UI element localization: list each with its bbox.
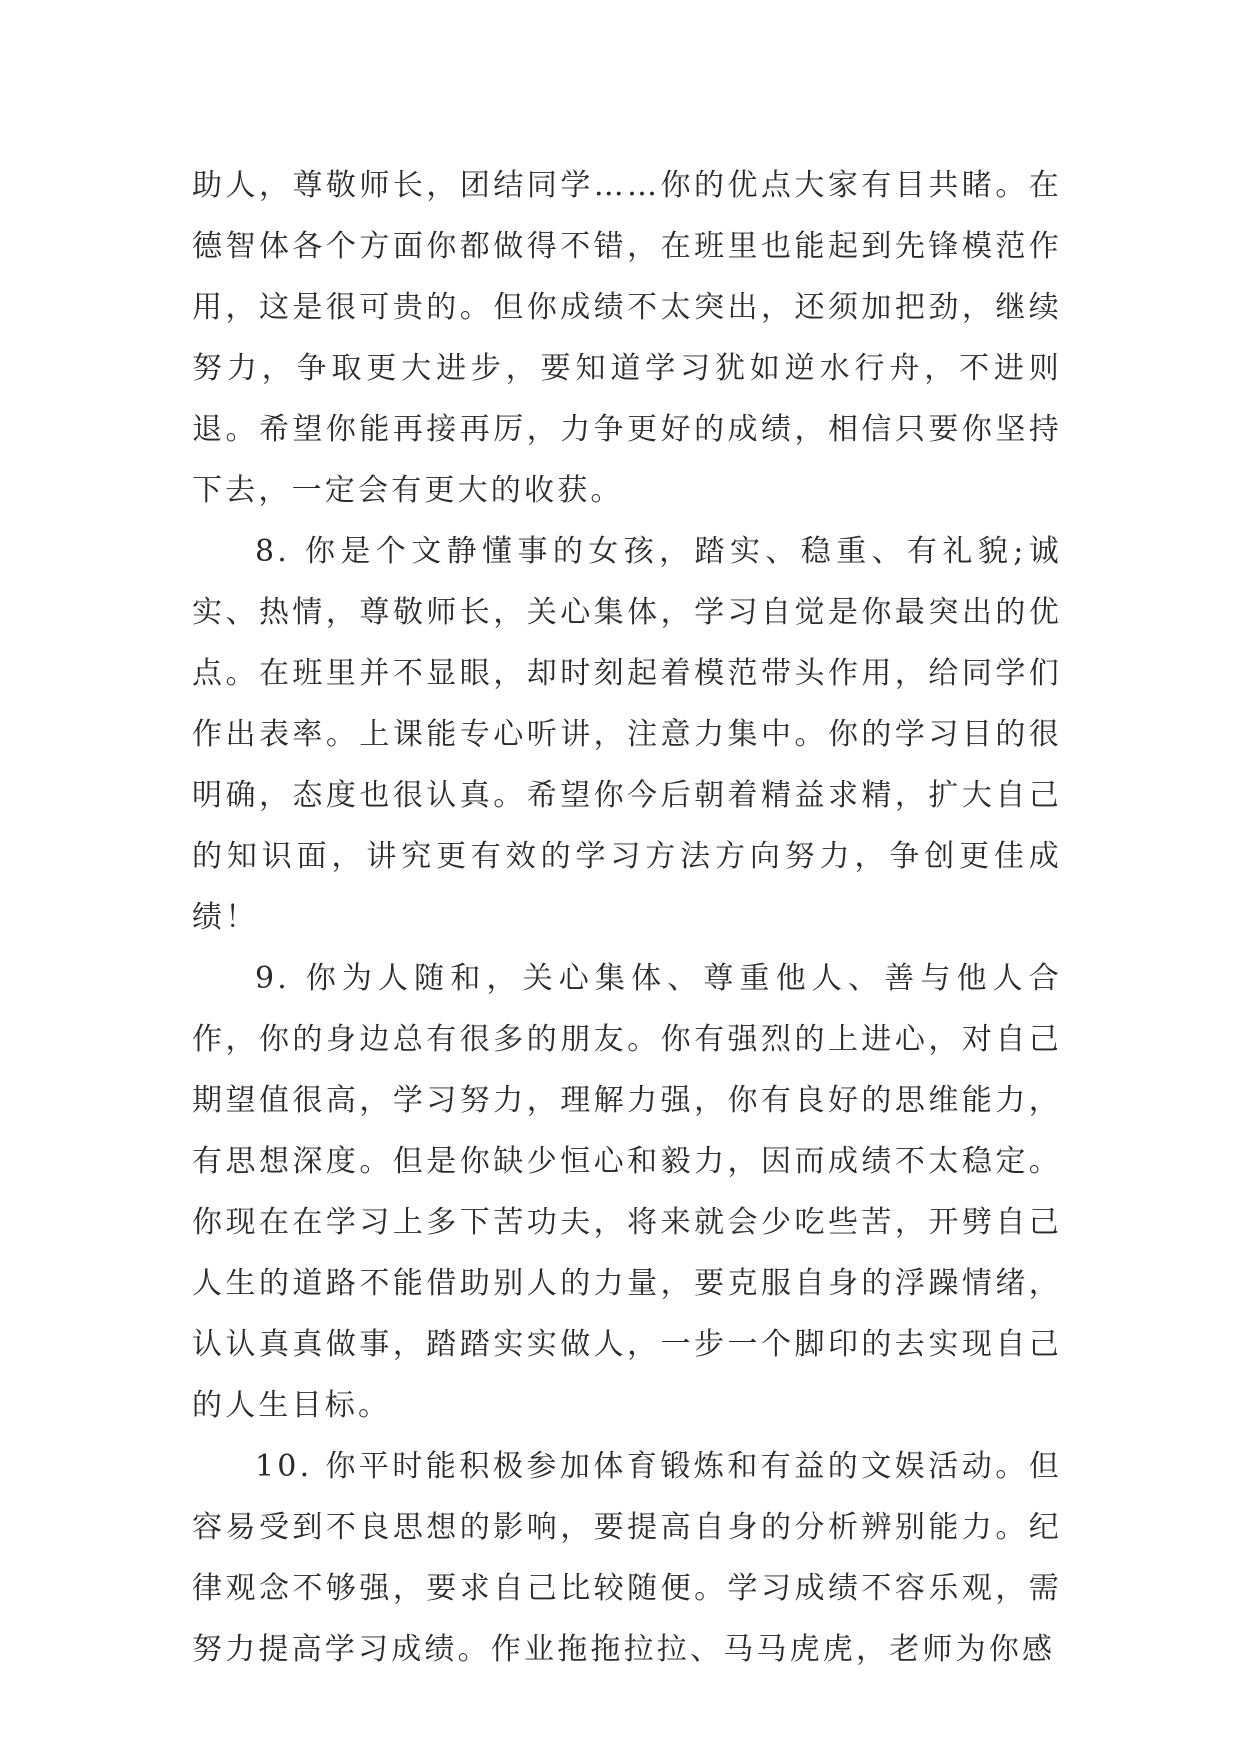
paragraph-comment-9: 9. 你为人随和，关心集体、尊重他人、善与他人合作，你的身边总有很多的朋友。你有强烈的上进心，对自己期望值很高，学习努力，理解力强，你有良好的思维能力，有思想深度。但是你缺少恒心和毅力，因而成绩不太稳定。你现在在学习上多下苦功夫，将来就会少吃些苦，开劈自己人生的道路不能借助别人的力量，要克服自身的浮躁情绪，认认真真做事，踏踏实实做人，一步一个脚印的去实现自己的人生目标。 [192, 961, 1062, 1423]
document-body [192, 155, 1062, 1680]
paragraph-comment-8: 8. 你是个文静懂事的女孩，踏实、稳重、有礼貌;诚实、热情，尊敬师长，关心集体，学习自觉是你最突出的优点。在班里并不显眼，却时刻起着模范带头作用，给同学们作出表率。上课能专心听讲，注意力集中。你的学习目的很明确，态度也很认真。希望你今后朝着精益求精，扩大自己的知识面，讲究更有效的学习方法方向努力，争创更佳成绩！ [192, 534, 1062, 935]
paragraph-continuation: 助人，尊敬师长，团结同学……你的优点大家有目共睹。在德智体各个方面你都做得不错，在班里也能起到先锋模范作用，这是很可贵的。但你成绩不太突出，还须加把劲，继续努力，争取更大进步，要知道学习犹如逆水行舟，不进则退。希望你能再接再厉，力争更好的成绩，相信只要你坚持下去，一定会有更大的收获。 [192, 168, 1062, 508]
paragraph-comment-10: 10. 你平时能积极参加体育锻炼和有益的文娱活动。但容易受到不良思想的影响，要提高自身的分析辨别能力。纪律观念不够强，要求自己比较随便。学习成绩不容乐观，需努力提高学习成绩。作业拖拖拉拉、马马虎虎，老师为你感 [192, 1449, 1062, 1667]
